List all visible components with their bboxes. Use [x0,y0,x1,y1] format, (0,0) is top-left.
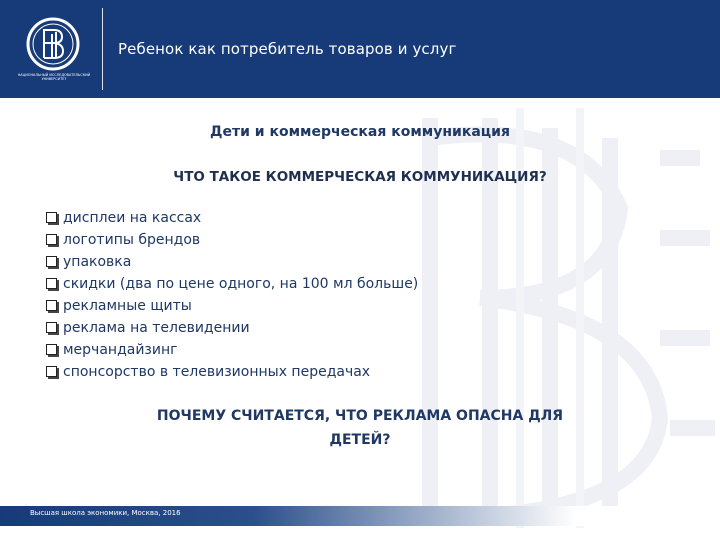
header-divider [102,8,103,90]
list-item-text: мерчандайзинг [63,342,178,358]
closing-question [0,404,720,452]
slide-subtitle: Дети и коммерческая коммуникация [210,124,510,140]
checkbox-bullet-icon [46,300,57,311]
list-item-text: спонсорство в телевизионных передачах [63,364,371,380]
list-item [46,339,418,361]
list-item [46,317,418,339]
list-item [46,273,418,295]
checkbox-bullet-icon [46,212,57,223]
page-title: Ребенок как потребитель товаров и услуг [118,40,457,58]
bullet-list [46,207,418,383]
checkbox-bullet-icon [46,256,57,267]
footer-text: Высшая школа экономики, Москва, 2016 [30,509,181,517]
list-item [46,295,418,317]
question-heading: ЧТО ТАКОЕ КОММЕРЧЕСКАЯ КОММУНИКАЦИЯ? [173,169,547,185]
logo-caption: НАЦИОНАЛЬНЫЙ ИССЛЕДОВАТЕЛЬСКИЙ УНИВЕРСИТЕТ [17,73,91,81]
list-item [46,361,418,383]
checkbox-bullet-icon [46,344,57,355]
header-bar [0,0,720,98]
list-item-text: логотипы брендов [63,232,201,248]
list-item-text: дисплеи на кассах [63,210,202,226]
list-item-text: скидки (два по цене одного, на 100 мл больше) [63,276,419,292]
checkbox-bullet-icon [46,278,57,289]
checkbox-bullet-icon [46,366,57,377]
checkbox-bullet-icon [46,234,57,245]
closing-question-line-2: ДЕТЕЙ? [329,432,391,448]
list-item [46,251,418,273]
list-item-text: рекламные щиты [63,298,192,314]
closing-question-line-1: ПОЧЕМУ СЧИТАЕТСЯ, ЧТО РЕКЛАМА ОПАСНА ДЛЯ [156,408,564,424]
list-item [46,229,418,251]
list-item-text: упаковка [63,254,132,270]
list-item [46,207,418,229]
slide-content [0,98,720,508]
checkbox-bullet-icon [46,322,57,333]
list-item-text: реклама на телевидении [63,320,250,336]
